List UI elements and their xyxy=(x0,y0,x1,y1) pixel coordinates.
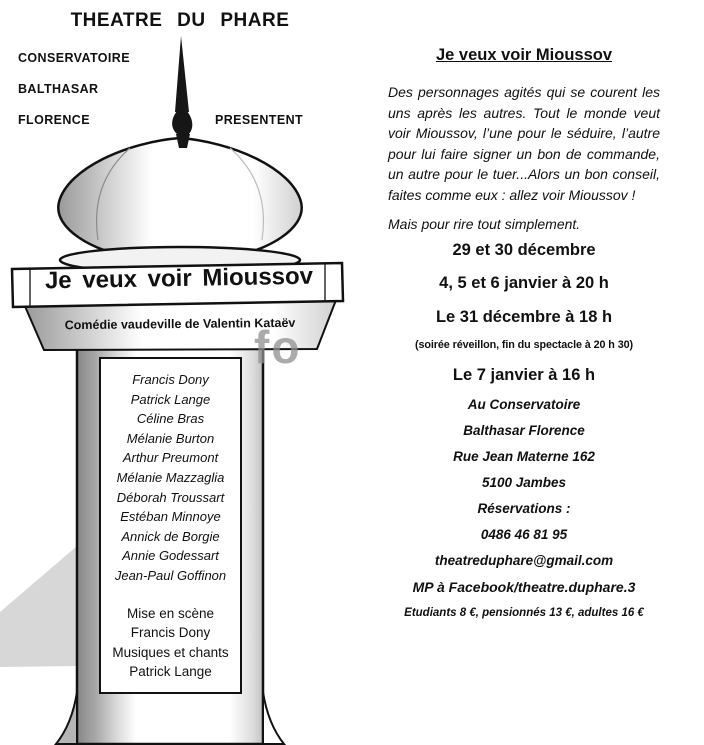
tower-base-right xyxy=(263,692,284,744)
cast-member: Céline Bras xyxy=(136,411,205,427)
reservations-label: Réservations : xyxy=(477,500,571,516)
cast-member: Francis Dony xyxy=(132,372,209,387)
cast-member: Jean-Paul Goffinon xyxy=(114,567,227,583)
info-title: Je veux voir Mioussov xyxy=(435,46,613,64)
org-line-florence: FLORENCE xyxy=(18,113,90,127)
cast-list-box xyxy=(99,357,242,694)
email-address: theatreduphare@gmail.com xyxy=(434,552,614,568)
present-label: PRESENTENT xyxy=(215,113,304,127)
venue-line: Au Conservatoire xyxy=(467,396,581,412)
show-subtitle: Comédie vaudeville de Valentin Kataëv xyxy=(64,315,296,333)
cast-member: Estéban Minnoye xyxy=(120,509,221,525)
credit-line: Francis Dony xyxy=(130,625,211,641)
page-title: THEATRE DU PHARE xyxy=(70,10,290,31)
watermark-text: fo xyxy=(254,321,302,373)
show-title-banner: Je veux voir Mioussov xyxy=(44,262,314,295)
cast-member: Mélanie Mazzaglia xyxy=(116,469,225,485)
org-line-conservatoire: CONSERVATOIRE xyxy=(18,51,130,65)
credits-block xyxy=(101,604,240,682)
date-line: Le 31 décembre à 18 h xyxy=(435,307,613,326)
tower-base-left xyxy=(56,692,77,744)
spire-icon xyxy=(175,36,189,112)
org-line-balthasar: BALTHASAR xyxy=(18,82,99,96)
cast-member: Mélanie Burton xyxy=(126,430,215,446)
cast-member: Annie Godessart xyxy=(122,548,219,564)
date-line: 4, 5 et 6 janvier à 20 h xyxy=(439,273,609,292)
venue-line: 5100 Jambes xyxy=(481,474,567,490)
venue-line: Rue Jean Materne 162 xyxy=(453,448,595,464)
prices-line: Etudiants 8 €, pensionnés 13 €, adultes 16 € xyxy=(404,606,644,619)
reveillon-note: (soirée réveillon, fin du spectacle à 20 h 30) xyxy=(414,338,634,351)
onion-dome xyxy=(58,138,301,256)
credit-line: Mise en scène xyxy=(126,605,215,621)
facebook-line: MP à Facebook/theatre.duphare.3 xyxy=(412,578,636,595)
tagline: Mais pour rire tout simplement. xyxy=(388,215,581,232)
date-line: Le 7 janvier à 16 h xyxy=(452,365,596,384)
info-column xyxy=(388,46,660,619)
cast-member: Arthur Preumont xyxy=(122,450,219,466)
credit-line: Musiques et chants xyxy=(112,644,229,660)
phone-number: 0486 46 81 95 xyxy=(480,526,568,542)
cast-member: Patrick Lange xyxy=(130,391,211,407)
credit-line: Patrick Lange xyxy=(129,664,212,680)
date-line: 29 et 30 décembre xyxy=(452,240,596,259)
cast-member: Déborah Troussart xyxy=(116,489,225,505)
light-beam-shadow xyxy=(0,546,77,667)
show-description: Des personnages agités qui se courent les uns après les autres. Tout le monde veut voir Mioussov, l’une pour le séduire, l’autre pour lui faire signer un bon de commande, un autre pour le tuer...Alors un bon conseil, faites comme eux : allez voir Mioussov ! xyxy=(388,84,660,203)
venue-line: Balthasar Florence xyxy=(463,422,585,438)
cast-member: Annick de Borgie xyxy=(121,528,220,544)
